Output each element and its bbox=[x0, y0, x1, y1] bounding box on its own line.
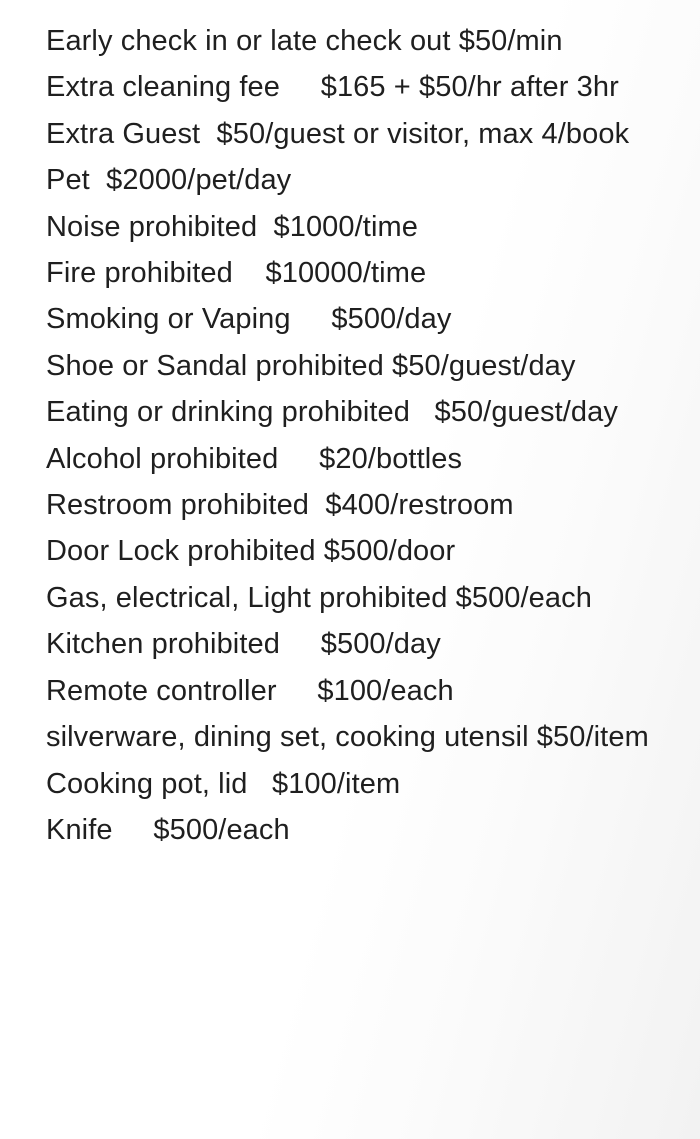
rule-item: Gas, electrical, Light prohibited $500/each bbox=[46, 581, 592, 614]
rules-list bbox=[46, 18, 676, 853]
rule-item: Eating or drinking prohibited $50/guest/day bbox=[46, 396, 618, 429]
rule-item: Shoe or Sandal prohibited $50/guest/day bbox=[46, 349, 576, 382]
rule-item: Extra cleaning fee $165 + $50/hr after 3hr bbox=[46, 71, 619, 104]
rule-item: Alcohol prohibited $20/bottles bbox=[46, 442, 463, 475]
rule-item: Knife $500/each bbox=[46, 813, 290, 846]
rule-item: Cooking pot, lid $100/item bbox=[46, 767, 401, 800]
rule-item: Fire prohibited $10000/time bbox=[46, 257, 427, 290]
rule-item: Remote controller $100/each bbox=[46, 674, 454, 707]
rule-item: Smoking or Vaping $500/day bbox=[46, 303, 452, 336]
rule-item: Early check in or late check out $50/min bbox=[46, 25, 563, 57]
rule-item: silverware, dining set, cooking utensil $50/item bbox=[46, 721, 649, 754]
rule-item: Restroom prohibited $400/restroom bbox=[46, 489, 514, 522]
rule-item: Kitchen prohibited $500/day bbox=[46, 628, 441, 661]
rule-item: Pet $2000/pet/day bbox=[46, 164, 292, 197]
rule-item: Noise prohibited $1000/time bbox=[46, 210, 418, 243]
rule-item: Extra Guest $50/guest or visitor, max 4/book bbox=[46, 117, 630, 150]
rule-item: Door Lock prohibited $500/door bbox=[46, 535, 456, 568]
